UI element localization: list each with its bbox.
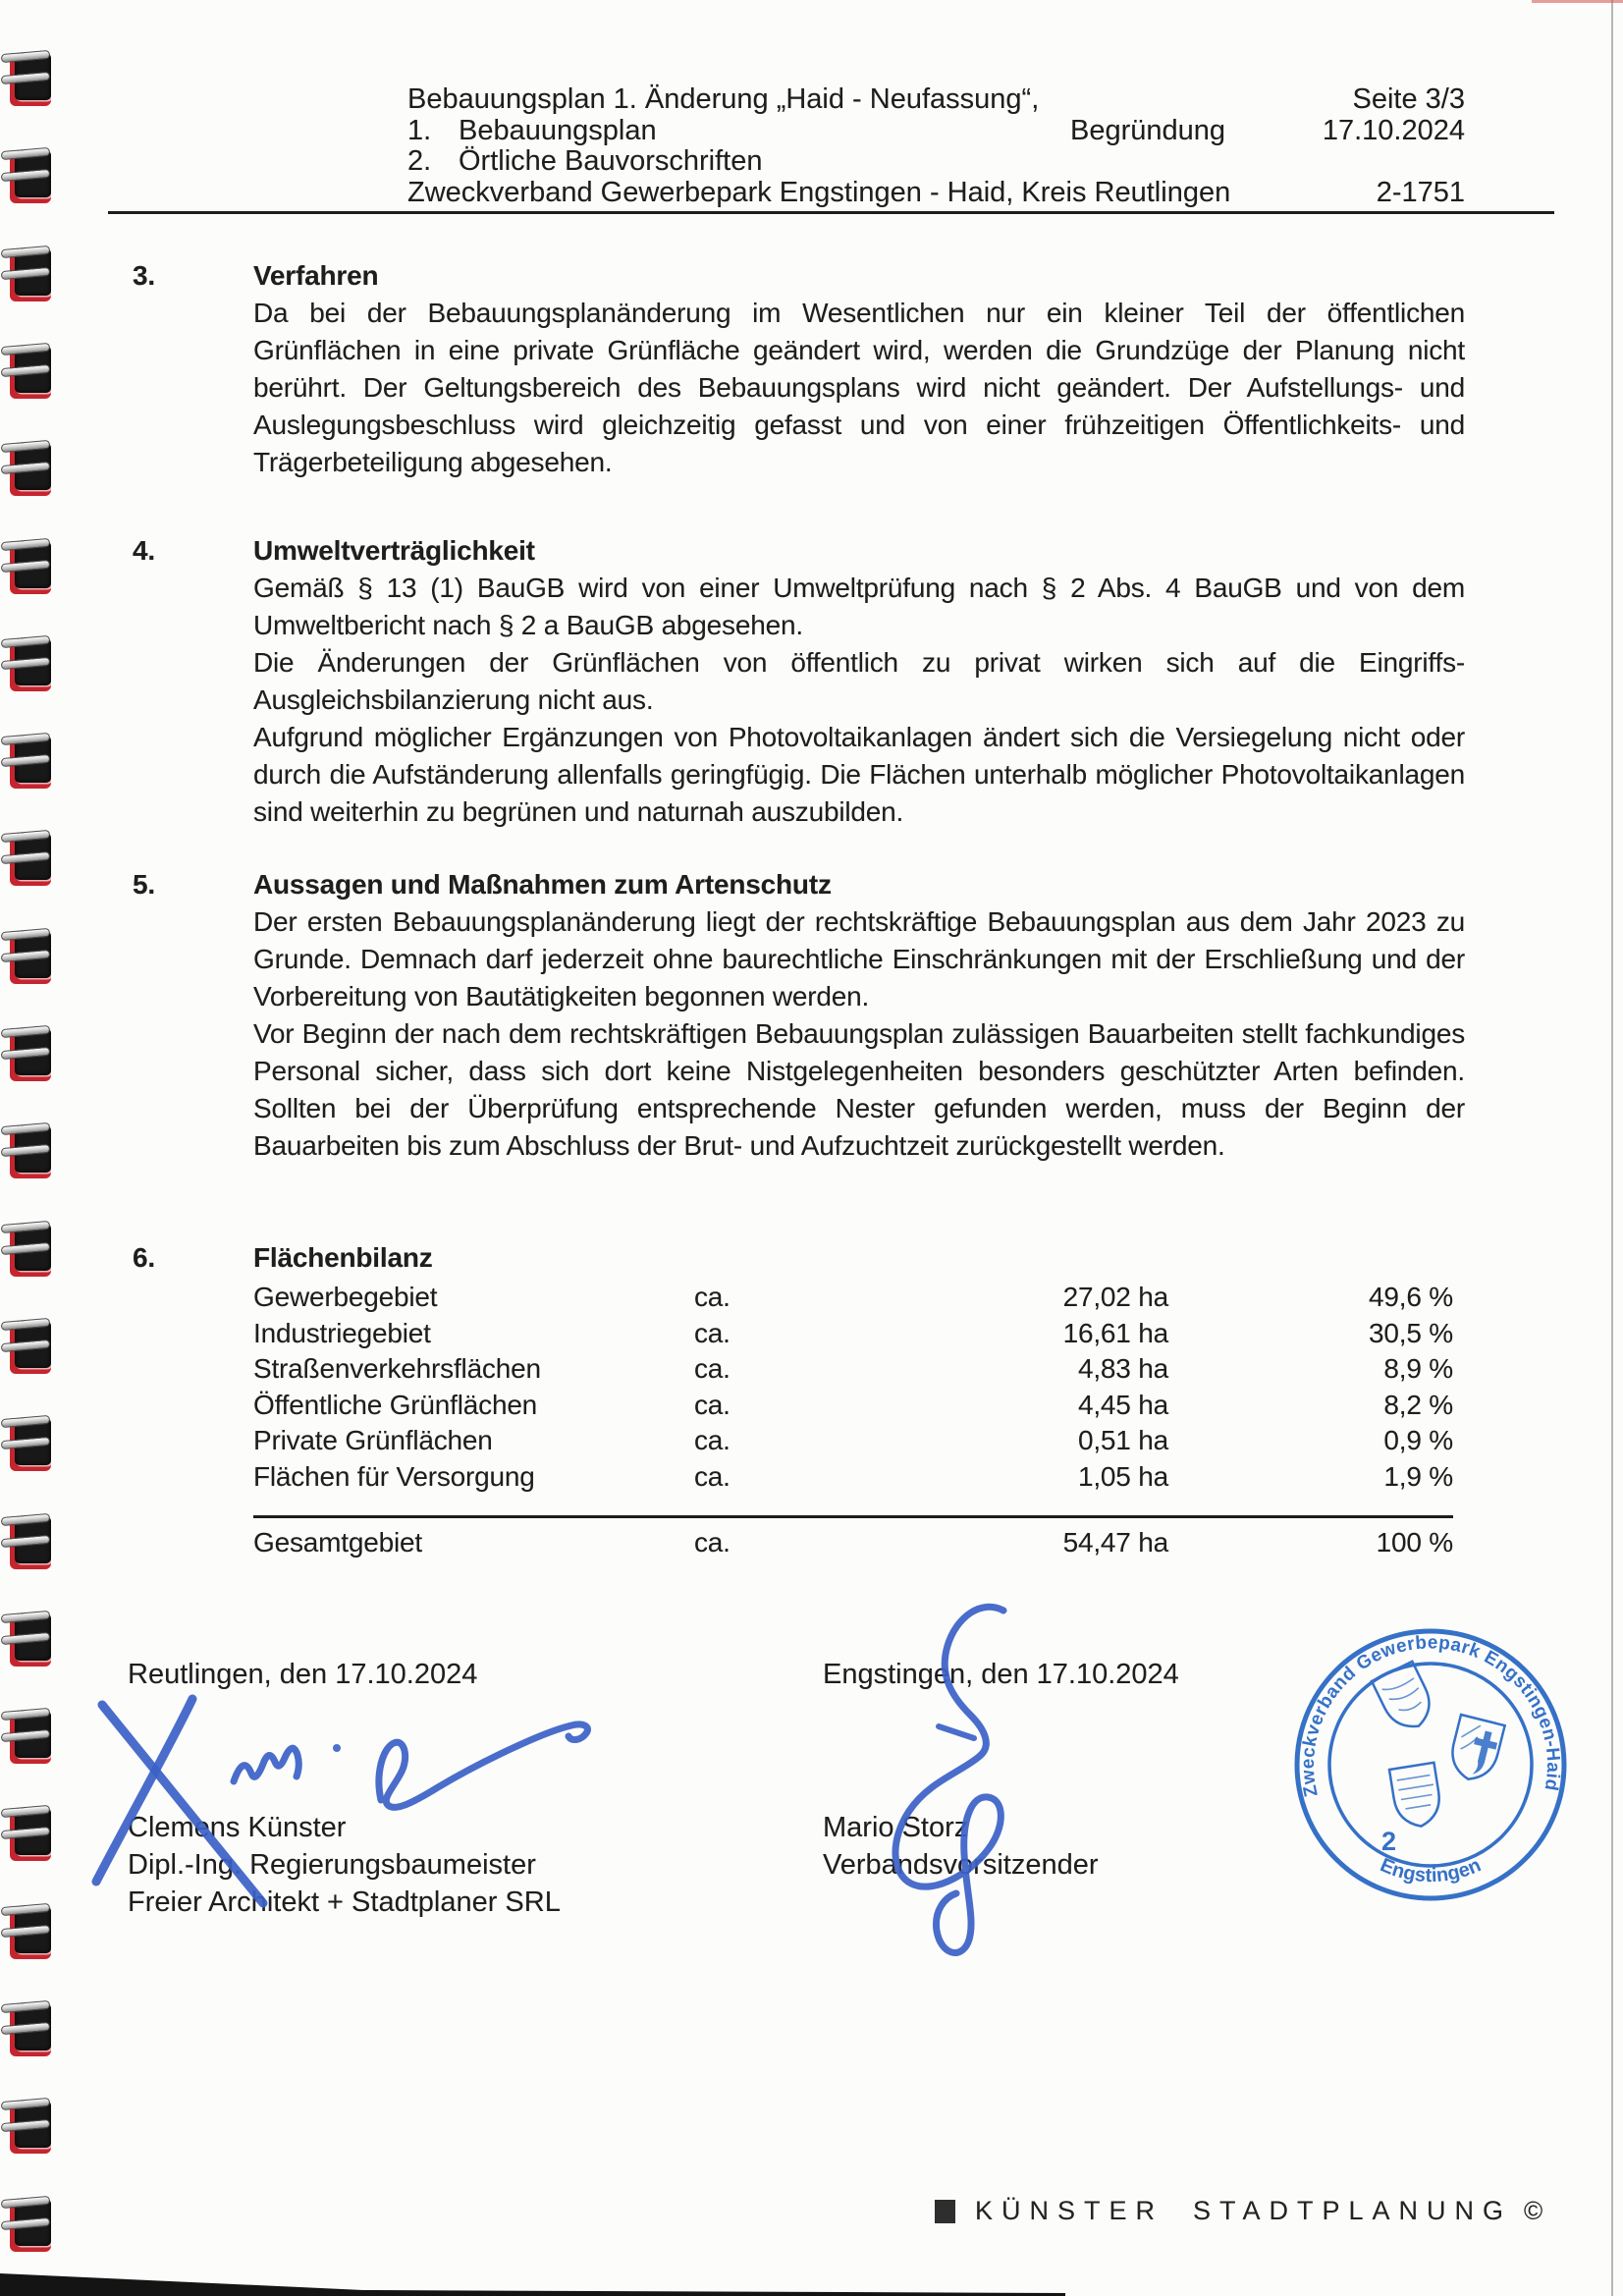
paragraph: Aufgrund möglicher Ergänzungen von Photovoltaikanlagen ändert sich die Versiegelung nicht oder durch die Aufständerung allenfalls geringfügig. Die Flächen unterhalb möglicher Photovoltaikanlagen sind weiterhin zu begrünen und naturnah auszubilden. bbox=[253, 722, 1465, 827]
binding-hole bbox=[4, 2093, 61, 2158]
percent-value: 0,9 % bbox=[1383, 1425, 1453, 1455]
binding-hole bbox=[4, 533, 61, 598]
binding-hole bbox=[4, 825, 61, 890]
paragraph: Der ersten Bebauungsplanänderung liegt der rechtskräftige Bebauungsplan aus dem Jahr 2023 zu Grunde. Demnach darf jederzeit ohne baurechtliche Einschränkungen mit der Erschließung und der Vorbereitung von Bautätigkeiten begonnen werden. bbox=[253, 906, 1465, 1011]
paragraph: Vor Beginn der nach dem rechtskräftigen Bebauungsplan zulässigen Bauarbeiten stellt fachkundiges Personal sicher, dass sich dort keine Nistgelegenheiten besonders geschützter Arten befinden. Sollten bei der Überprüfung entsprechende Nester gefunden werden, muss der Beginn der Bauarbeiten bis zum Abschluss der Brut- und Aufzuchtzeit zurückgestellt werden. bbox=[253, 1018, 1465, 1161]
doc-subitem: Bebauungsplan bbox=[459, 114, 657, 146]
binding-hole bbox=[4, 241, 61, 305]
stamp-number: 2 bbox=[1381, 1827, 1397, 1856]
binding-hole bbox=[4, 728, 61, 793]
binding-rail bbox=[0, 0, 69, 2296]
area-value: 27,02 ha bbox=[1062, 1282, 1168, 1312]
section-umweltvertraeglichkeit bbox=[133, 532, 1465, 831]
approx-label: ca. bbox=[694, 1389, 730, 1420]
signer-role: Freier Architekt + Stadtplaner SRL bbox=[128, 1886, 561, 1918]
letterhead-row bbox=[407, 178, 1465, 209]
binding-hole bbox=[4, 1995, 61, 2060]
percent-value: 49,6 % bbox=[1369, 1282, 1453, 1312]
binding-hole bbox=[4, 45, 61, 110]
brand-firm-name: KÜNSTER bbox=[975, 2196, 1164, 2225]
doc-type-label: Begründung bbox=[1070, 114, 1226, 146]
doc-subitem: Örtliche Bauvorschriften bbox=[459, 145, 763, 177]
area-label: Private Grünflächen bbox=[253, 1425, 493, 1455]
stamp-shield-icon bbox=[1446, 1715, 1505, 1784]
file-number: 2-1751 bbox=[1376, 176, 1465, 208]
area-value: 54,47 ha bbox=[1062, 1527, 1168, 1558]
section-title: Umweltverträglichkeit bbox=[253, 535, 535, 566]
section-flaechenbilanz bbox=[133, 1239, 1465, 1277]
table-row bbox=[253, 1351, 1453, 1388]
area-value: 0,51 ha bbox=[1077, 1425, 1168, 1455]
letterhead-row bbox=[407, 84, 1465, 116]
area-value: 1,05 ha bbox=[1077, 1460, 1168, 1492]
binding-hole bbox=[4, 2191, 61, 2256]
area-label: Industriegebiet bbox=[253, 1317, 431, 1348]
binding-hole bbox=[4, 1606, 61, 1670]
svg-text:Zweckverband Gewerbepark Engst bbox=[1298, 1632, 1563, 1798]
percent-value: 8,2 % bbox=[1383, 1389, 1453, 1420]
stamp-bottom-text: Engstingen bbox=[1377, 1854, 1485, 1887]
table-row bbox=[253, 1316, 1453, 1352]
approx-label: ca. bbox=[694, 1460, 730, 1492]
doc-date: 17.10.2024 bbox=[1322, 114, 1465, 146]
page-number: Seite 3/3 bbox=[1352, 83, 1465, 115]
approx-label: ca. bbox=[694, 1353, 730, 1384]
binding-hole bbox=[4, 1216, 61, 1281]
list-number: 1. bbox=[407, 114, 432, 146]
place-date: Engstingen, den 17.10.2024 bbox=[823, 1659, 1179, 1690]
area-label: Flächen für Versorgung bbox=[253, 1460, 535, 1492]
table-row bbox=[253, 1459, 1453, 1496]
scan-edge-shadow bbox=[0, 2270, 1080, 2296]
binding-hole bbox=[4, 630, 61, 695]
signer-role: Dipl.-Ing. Regierungsbaumeister bbox=[128, 1849, 536, 1881]
binding-hole bbox=[4, 1118, 61, 1182]
section-title: Flächenbilanz bbox=[253, 1242, 433, 1273]
signature-block-right bbox=[823, 1656, 1179, 1881]
doc-title: Bebauungsplan 1. Änderung „Haid - Neufassung“, bbox=[407, 83, 1040, 115]
area-label: Straßenverkehrsflächen bbox=[253, 1353, 541, 1384]
letterhead-row bbox=[407, 146, 1465, 178]
binding-hole bbox=[4, 1508, 61, 1573]
round-stamp bbox=[1288, 1622, 1573, 1907]
area-value: 4,83 ha bbox=[1077, 1353, 1168, 1384]
svg-text:Engstingen bbox=[1377, 1854, 1484, 1886]
section-number: 5. bbox=[133, 869, 155, 900]
approx-label: ca. bbox=[694, 1282, 730, 1312]
table-row bbox=[253, 1280, 1453, 1316]
paragraph: Da bei der Bebauungsplanänderung im Wesentlichen nur ein kleiner Teil der öffentlichen Grünflächen in eine private Grünfläche geändert wird, werden die Grundzüge der Planung nicht berührt. Der Geltungsbereich des Bebauungsplans wird nicht geändert. Der Aufstellungs- und Auslegungsbeschluss wird gleichzeitig gefasst und von einer frühzeitigen Öffentlichkeits- und Trägerbeteiligung abgesehen. bbox=[253, 298, 1465, 477]
letterhead-row bbox=[407, 116, 1465, 147]
approx-label: ca. bbox=[694, 1317, 730, 1348]
binding-hole bbox=[4, 1313, 61, 1378]
section-verfahren bbox=[133, 257, 1465, 481]
scan-edge-red-mark bbox=[1532, 0, 1623, 3]
storz-handwritten-signature bbox=[854, 1599, 1060, 1962]
binding-hole bbox=[4, 142, 61, 207]
percent-value: 8,9 % bbox=[1383, 1353, 1453, 1384]
area-label: Öffentliche Grünflächen bbox=[253, 1389, 538, 1420]
brand-division-name: STADTPLANUNG bbox=[1193, 2196, 1513, 2225]
table-total-row bbox=[253, 1525, 1453, 1561]
binding-hole bbox=[4, 1800, 61, 1865]
area-label: Gesamtgebiet bbox=[253, 1527, 422, 1558]
association-name: Zweckverband Gewerbepark Engstingen - Haid, Kreis Reutlingen bbox=[407, 176, 1231, 208]
binding-hole bbox=[4, 338, 61, 403]
page-edge-line bbox=[1611, 0, 1613, 2296]
signer-name: Mario Storz bbox=[823, 1812, 969, 1843]
section-number: 6. bbox=[133, 1242, 155, 1273]
signer-role: Verbandsvorsitzender bbox=[823, 1849, 1099, 1881]
area-table-rows bbox=[253, 1280, 1453, 1495]
signature-block-left bbox=[128, 1656, 561, 1918]
area-label: Gewerbegebiet bbox=[253, 1282, 438, 1312]
area-value: 16,61 ha bbox=[1062, 1317, 1168, 1348]
binding-hole bbox=[4, 435, 61, 500]
percent-value: 100 % bbox=[1376, 1527, 1453, 1558]
paragraph: Die Änderungen der Grünflächen von öffentlich zu privat wirken sich auf die Eingriffs- Ausgleichsbilanzierung nicht aus. bbox=[253, 647, 1465, 715]
binding-hole bbox=[4, 1898, 61, 1963]
percent-value: 1,9 % bbox=[1383, 1460, 1453, 1492]
letterhead-divider bbox=[108, 211, 1554, 214]
area-balance-table bbox=[253, 1280, 1453, 1558]
section-number: 3. bbox=[133, 260, 155, 291]
percent-value: 30,5 % bbox=[1369, 1317, 1453, 1348]
table-total-divider bbox=[253, 1515, 1453, 1518]
place-date: Reutlingen, den 17.10.2024 bbox=[128, 1659, 478, 1690]
approx-label: ca. bbox=[694, 1527, 730, 1558]
section-title: Verfahren bbox=[253, 260, 379, 291]
binding-hole bbox=[4, 1410, 61, 1475]
area-value: 4,45 ha bbox=[1077, 1389, 1168, 1420]
stamp-ring-text: Zweckverband Gewerbepark Engstingen-Haid bbox=[1297, 1632, 1564, 1799]
list-number: 2. bbox=[407, 145, 432, 177]
binding-hole bbox=[4, 923, 61, 988]
brand-square-icon bbox=[935, 2200, 955, 2223]
section-title: Aussagen und Maßnahmen zum Artenschutz bbox=[253, 869, 832, 900]
binding-hole bbox=[4, 1703, 61, 1768]
copyright-icon: © bbox=[1524, 2196, 1543, 2225]
table-row bbox=[253, 1423, 1453, 1459]
table-row bbox=[253, 1388, 1453, 1424]
approx-label: ca. bbox=[694, 1425, 730, 1455]
stamp-shield-icon bbox=[1389, 1763, 1443, 1830]
binding-hole bbox=[4, 1020, 61, 1085]
footer-brand bbox=[935, 2196, 1542, 2226]
stamp-shield-icon bbox=[1372, 1662, 1439, 1736]
signer-name: Clemens Künster bbox=[128, 1812, 347, 1843]
paragraph: Gemäß § 13 (1) BauGB wird von einer Umweltprüfung nach § 2 Abs. 4 BauGB und von dem Umweltbericht nach § 2 a BauGB abgesehen. bbox=[253, 573, 1465, 640]
section-artenschutz bbox=[133, 866, 1465, 1165]
letterhead bbox=[407, 84, 1465, 208]
section-number: 4. bbox=[133, 535, 155, 566]
